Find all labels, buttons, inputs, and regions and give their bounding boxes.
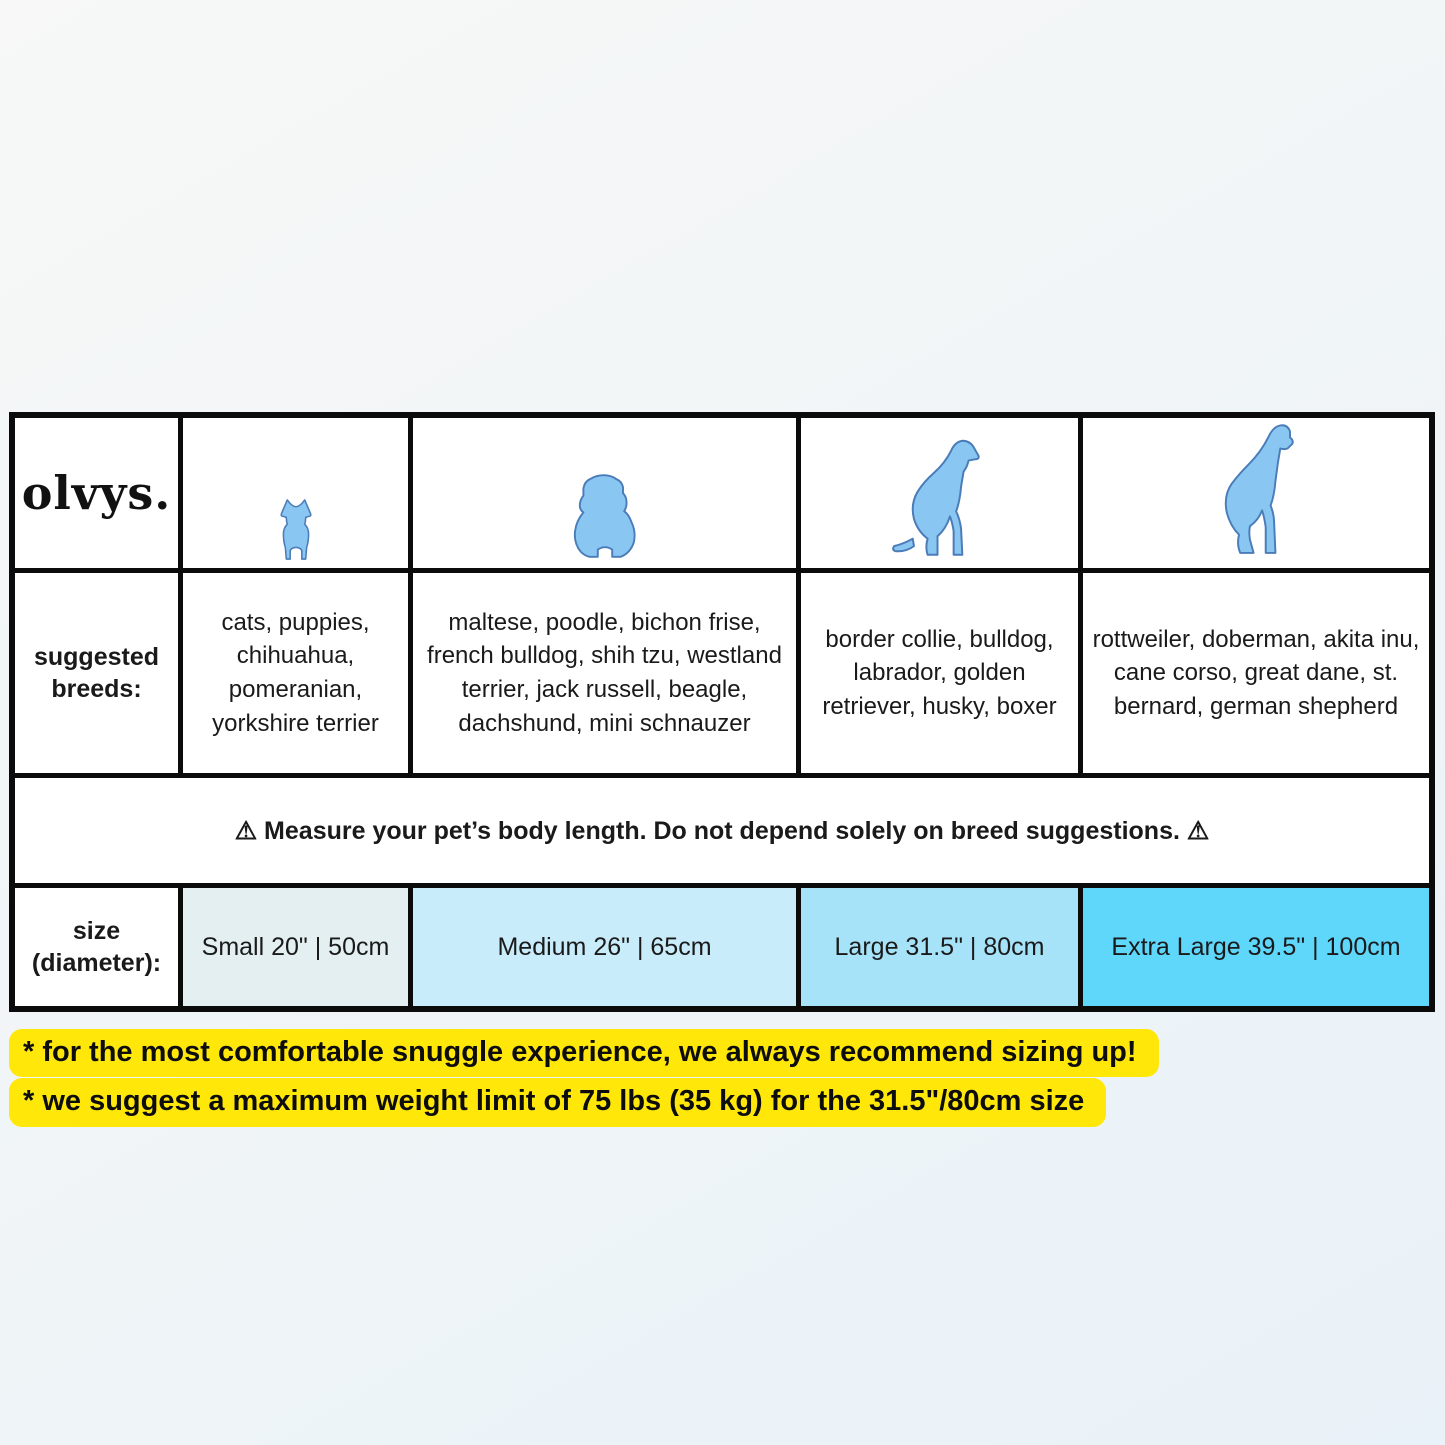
breeds-medium-text: maltese, poodle, bichon frise, french bulldog, shih tzu, westland terrier, jack russell, beagle, dachshund, mini schnauzer (427, 608, 782, 737)
brand-logo: olvys. (21, 466, 172, 520)
breeds-small-cell (183, 573, 408, 773)
great-dane-sitting-silhouette-icon (1205, 421, 1307, 561)
size-medium-label: Medium 26" | 65cm (497, 932, 712, 961)
size-small-icon-cell (183, 418, 408, 568)
measure-warning-text: ⚠ Measure your pet’s body length. Do not depend solely on breed suggestions. ⚠ (234, 816, 1210, 845)
brand-logo-cell (15, 418, 178, 568)
dog-sitting-silhouette-icon (887, 437, 993, 561)
size-extra-large-cell (1083, 888, 1429, 1006)
footnote-sizing-up: * for the most comfortable snuggle experience, we always recommend sizing up! (9, 1029, 1159, 1077)
size-large-icon-cell (801, 418, 1078, 568)
breeds-small-text: cats, puppies, chihuahua, pomeranian, yorkshire terrier (212, 608, 379, 737)
breeds-row-label: suggested breeds: (33, 642, 160, 703)
puppy-sitting-silhouette-icon (569, 471, 641, 561)
size-row-label-cell (15, 888, 178, 1006)
footnotes (9, 1029, 1159, 1128)
size-chart-table (9, 412, 1435, 1012)
size-extra-large-label: Extra Large 39.5" | 100cm (1111, 932, 1401, 961)
footnote-weight-limit: * we suggest a maximum weight limit of 75 lbs (35 kg) for the 31.5"/80cm size (9, 1078, 1106, 1126)
breeds-row-label-cell (15, 573, 178, 773)
breeds-large-cell (801, 573, 1078, 773)
breeds-extra-large-text: rottweiler, doberman, akita inu, cane corso, great dane, st. bernard, german shepherd (1092, 625, 1420, 720)
size-large-label: Large 31.5" | 80cm (834, 932, 1045, 961)
breeds-large-text: border collie, bulldog, labrador, golden retriever, husky, boxer (822, 625, 1057, 720)
size-row-label: size (diameter): (31, 916, 162, 977)
size-small-cell (183, 888, 408, 1006)
chihuahua-silhouette-icon (276, 499, 316, 561)
size-medium-icon-cell (413, 418, 796, 568)
measure-warning-row (15, 778, 1429, 883)
size-extra-large-icon-cell (1083, 418, 1429, 568)
size-small-label: Small 20" | 50cm (201, 932, 390, 961)
breeds-medium-cell (413, 573, 796, 773)
size-large-cell (801, 888, 1078, 1006)
breeds-extra-large-cell (1083, 573, 1429, 773)
size-medium-cell (413, 888, 796, 1006)
